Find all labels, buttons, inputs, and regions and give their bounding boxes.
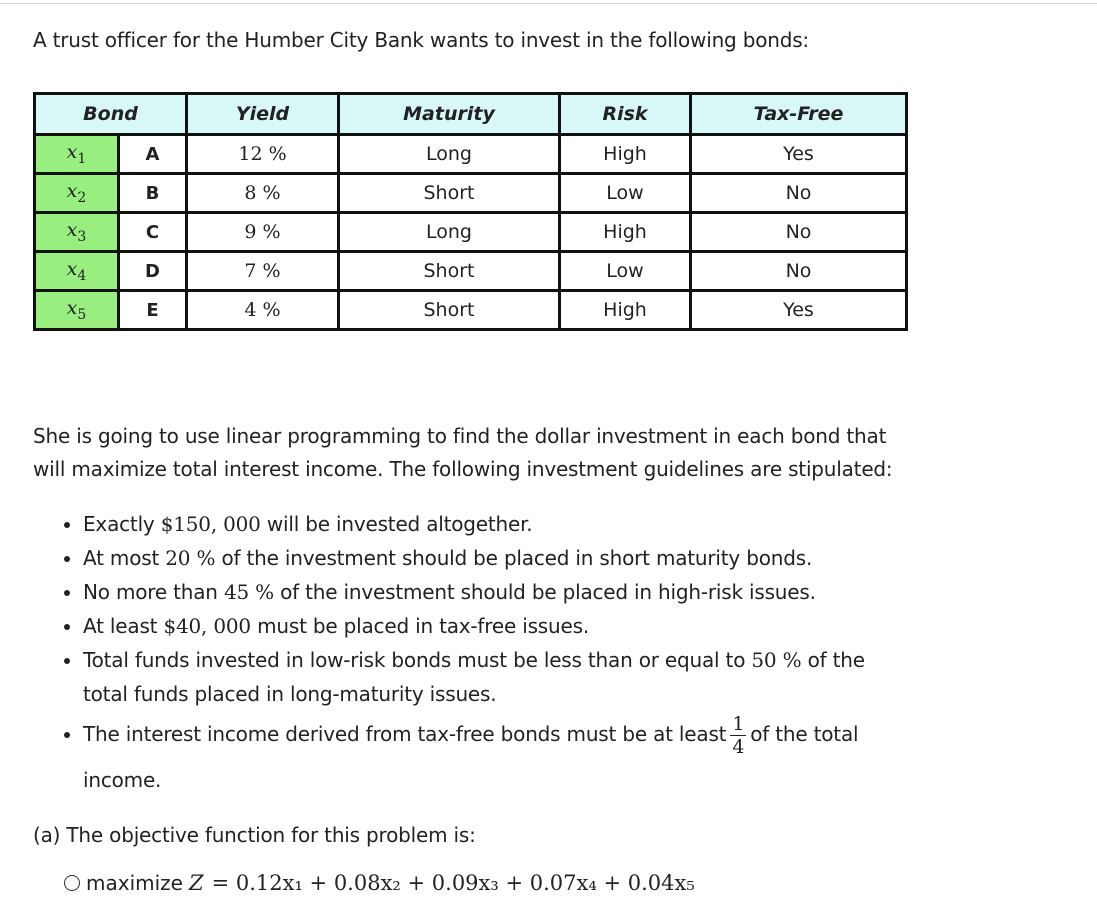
variable-cell: $x_3$ (35, 213, 119, 252)
variable-cell: $x_1$ (35, 135, 119, 174)
fraction: $\frac{1}{4}$ (732, 713, 745, 758)
variable-cell: $x_5$ (35, 291, 119, 330)
tax-free-cell: No (691, 213, 907, 252)
table-header-row (35, 94, 907, 135)
part-a-prompt: (a) The objective function for this problem is: (33, 823, 476, 847)
list-item: • At least $40, 000 must be placed in tax-free issues. (83, 609, 903, 643)
yield-cell: 12 % (187, 135, 339, 174)
tax-free-cell: No (691, 174, 907, 213)
risk-cell: High (560, 213, 691, 252)
variable-cell: $x_4$ (35, 252, 119, 291)
risk-cell: Low (560, 174, 691, 213)
guidelines-list (60, 507, 903, 802)
table-row (35, 252, 907, 291)
bond-letter: D (119, 252, 187, 291)
top-divider (0, 3, 1097, 4)
maturity-cell: Long (339, 213, 560, 252)
header-bond: Bond (35, 94, 187, 135)
list-item: • Total funds invested in low-risk bonds must be less than or equal to 50 % of the total funds placed in long-maturity issues. (83, 643, 903, 711)
variable-cell: $x_2$ (35, 174, 119, 213)
header-risk: Risk (560, 94, 691, 135)
bond-letter: B (119, 174, 187, 213)
problem-paragraph: She is going to use linear programming to find the dollar investment in each bond that will maximize total interest income. The following investment guidelines are stipulated: (33, 424, 893, 481)
bond-letter: A (119, 135, 187, 174)
yield-cell: 8 % (187, 174, 339, 213)
maturity-cell: Short (339, 252, 560, 291)
risk-cell: High (560, 291, 691, 330)
risk-cell: High (560, 135, 691, 174)
table-row (35, 174, 907, 213)
bond-letter: E (119, 291, 187, 330)
option-label: maximize (86, 871, 183, 895)
bond-letter: C (119, 213, 187, 252)
yield-cell: 9 % (187, 213, 339, 252)
radio-button[interactable] (64, 875, 80, 891)
objective-variable: Z (188, 871, 204, 895)
list-item: • Exactly $150, 000 will be invested altogether. (83, 507, 903, 541)
header-maturity: Maturity (339, 94, 560, 135)
objective-expression: = 0.12x₁ + 0.08x₂ + 0.09x₃ + 0.07x₄ + 0.04x₅ (211, 871, 695, 895)
table-row (35, 291, 907, 330)
table-row (35, 213, 907, 252)
tax-free-cell: Yes (691, 135, 907, 174)
bonds-table (33, 92, 908, 331)
maturity-cell: Short (339, 291, 560, 330)
yield-cell: 4 % (187, 291, 339, 330)
header-tax-free: Tax-Free (691, 94, 907, 135)
tax-free-cell: Yes (691, 291, 907, 330)
list-item: • No more than 45 % of the investment should be placed in high-risk issues. (83, 575, 903, 609)
tax-free-cell: No (691, 252, 907, 291)
yield-cell: 7 % (187, 252, 339, 291)
risk-cell: Low (560, 252, 691, 291)
list-item: • The interest income derived from tax-free bonds must be at least $\frac{1}{4}$ of the total income. (83, 711, 903, 802)
maturity-cell: Short (339, 174, 560, 213)
intro-text: A trust officer for the Humber City Bank wants to invest in the following bonds: (33, 28, 809, 52)
table-row (35, 135, 907, 174)
answer-option[interactable] (64, 871, 695, 895)
header-yield: Yield (187, 94, 339, 135)
list-item: • At most 20 % of the investment should be placed in short maturity bonds. (83, 541, 903, 575)
maturity-cell: Long (339, 135, 560, 174)
